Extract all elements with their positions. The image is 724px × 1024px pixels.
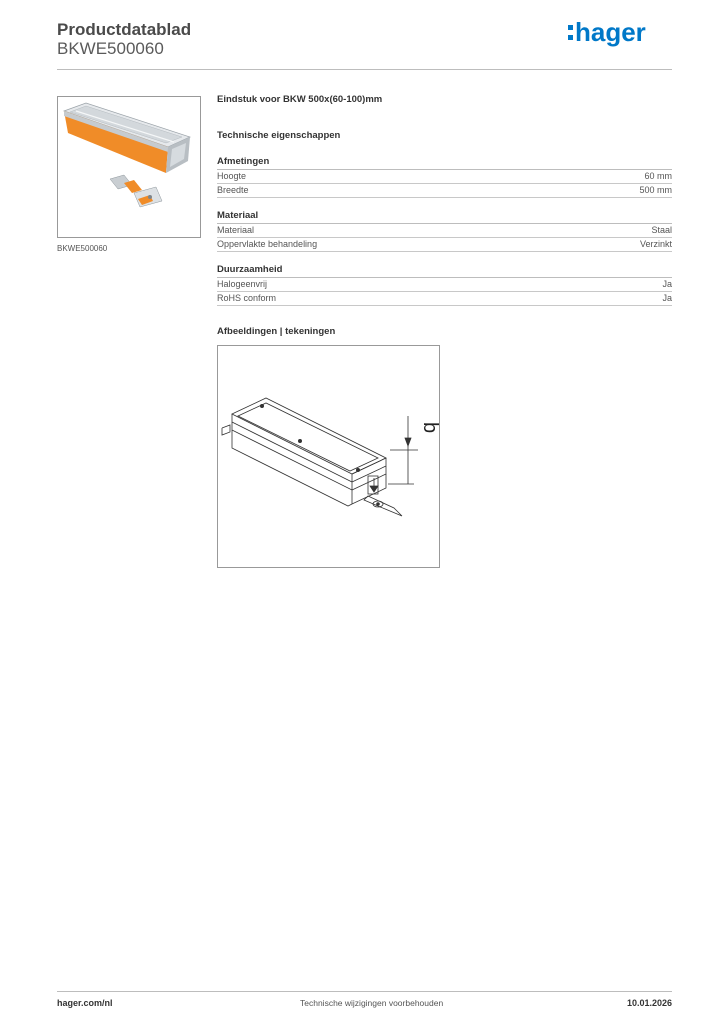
technical-drawing — [217, 345, 440, 568]
spec-value: 60 mm — [644, 171, 672, 181]
spec-row — [217, 170, 672, 184]
tech-heading: Technische eigenschappen — [217, 130, 341, 141]
spec-label: Hoogte — [217, 171, 247, 181]
doc-code: BKWE500060 — [57, 39, 164, 58]
spec-label: Materiaal — [217, 225, 255, 235]
group-afmetingen — [217, 156, 672, 198]
group-title: Duurzaamheid — [217, 264, 672, 278]
photo-caption: BKWE500060 — [57, 244, 108, 253]
group-duurzaamheid — [217, 264, 672, 306]
spec-row — [217, 184, 672, 198]
dimension-label: b — [419, 422, 439, 434]
spec-value: Ja — [662, 293, 672, 303]
product-description: Eindstuk voor BKW 500x(60-100)mm — [217, 94, 383, 105]
footer-website-link[interactable]: hager.com/nl — [57, 998, 113, 1008]
spec-label: Halogeenvrij — [217, 279, 268, 289]
spec-row — [217, 238, 672, 252]
spec-value: Verzinkt — [639, 239, 672, 249]
group-title: Materiaal — [217, 210, 672, 224]
spec-value: Staal — [651, 225, 672, 235]
footer-divider — [57, 991, 672, 992]
drawings-heading: Afbeeldingen | tekeningen — [217, 326, 336, 337]
spec-row — [217, 224, 672, 238]
hager-logo — [567, 14, 663, 50]
group-title: Afmetingen — [217, 156, 672, 170]
spec-label: Oppervlakte behandeling — [217, 239, 318, 249]
spec-row — [217, 278, 672, 292]
footer-notice: Technische wijzigingen voorbehouden — [300, 998, 444, 1008]
doc-title: Productdatablad — [57, 20, 192, 39]
brand-text: hager — [575, 17, 646, 47]
spec-value: 500 mm — [639, 185, 672, 195]
spec-label: RoHS conform — [217, 293, 277, 303]
footer-date: 10.01.2026 — [626, 998, 672, 1008]
product-photo — [57, 96, 201, 238]
spec-column — [217, 94, 672, 568]
spec-label: Breedte — [217, 185, 249, 195]
spec-value: Ja — [662, 279, 672, 289]
group-materiaal — [217, 210, 672, 252]
header-divider — [57, 69, 672, 70]
spec-row — [217, 292, 672, 306]
